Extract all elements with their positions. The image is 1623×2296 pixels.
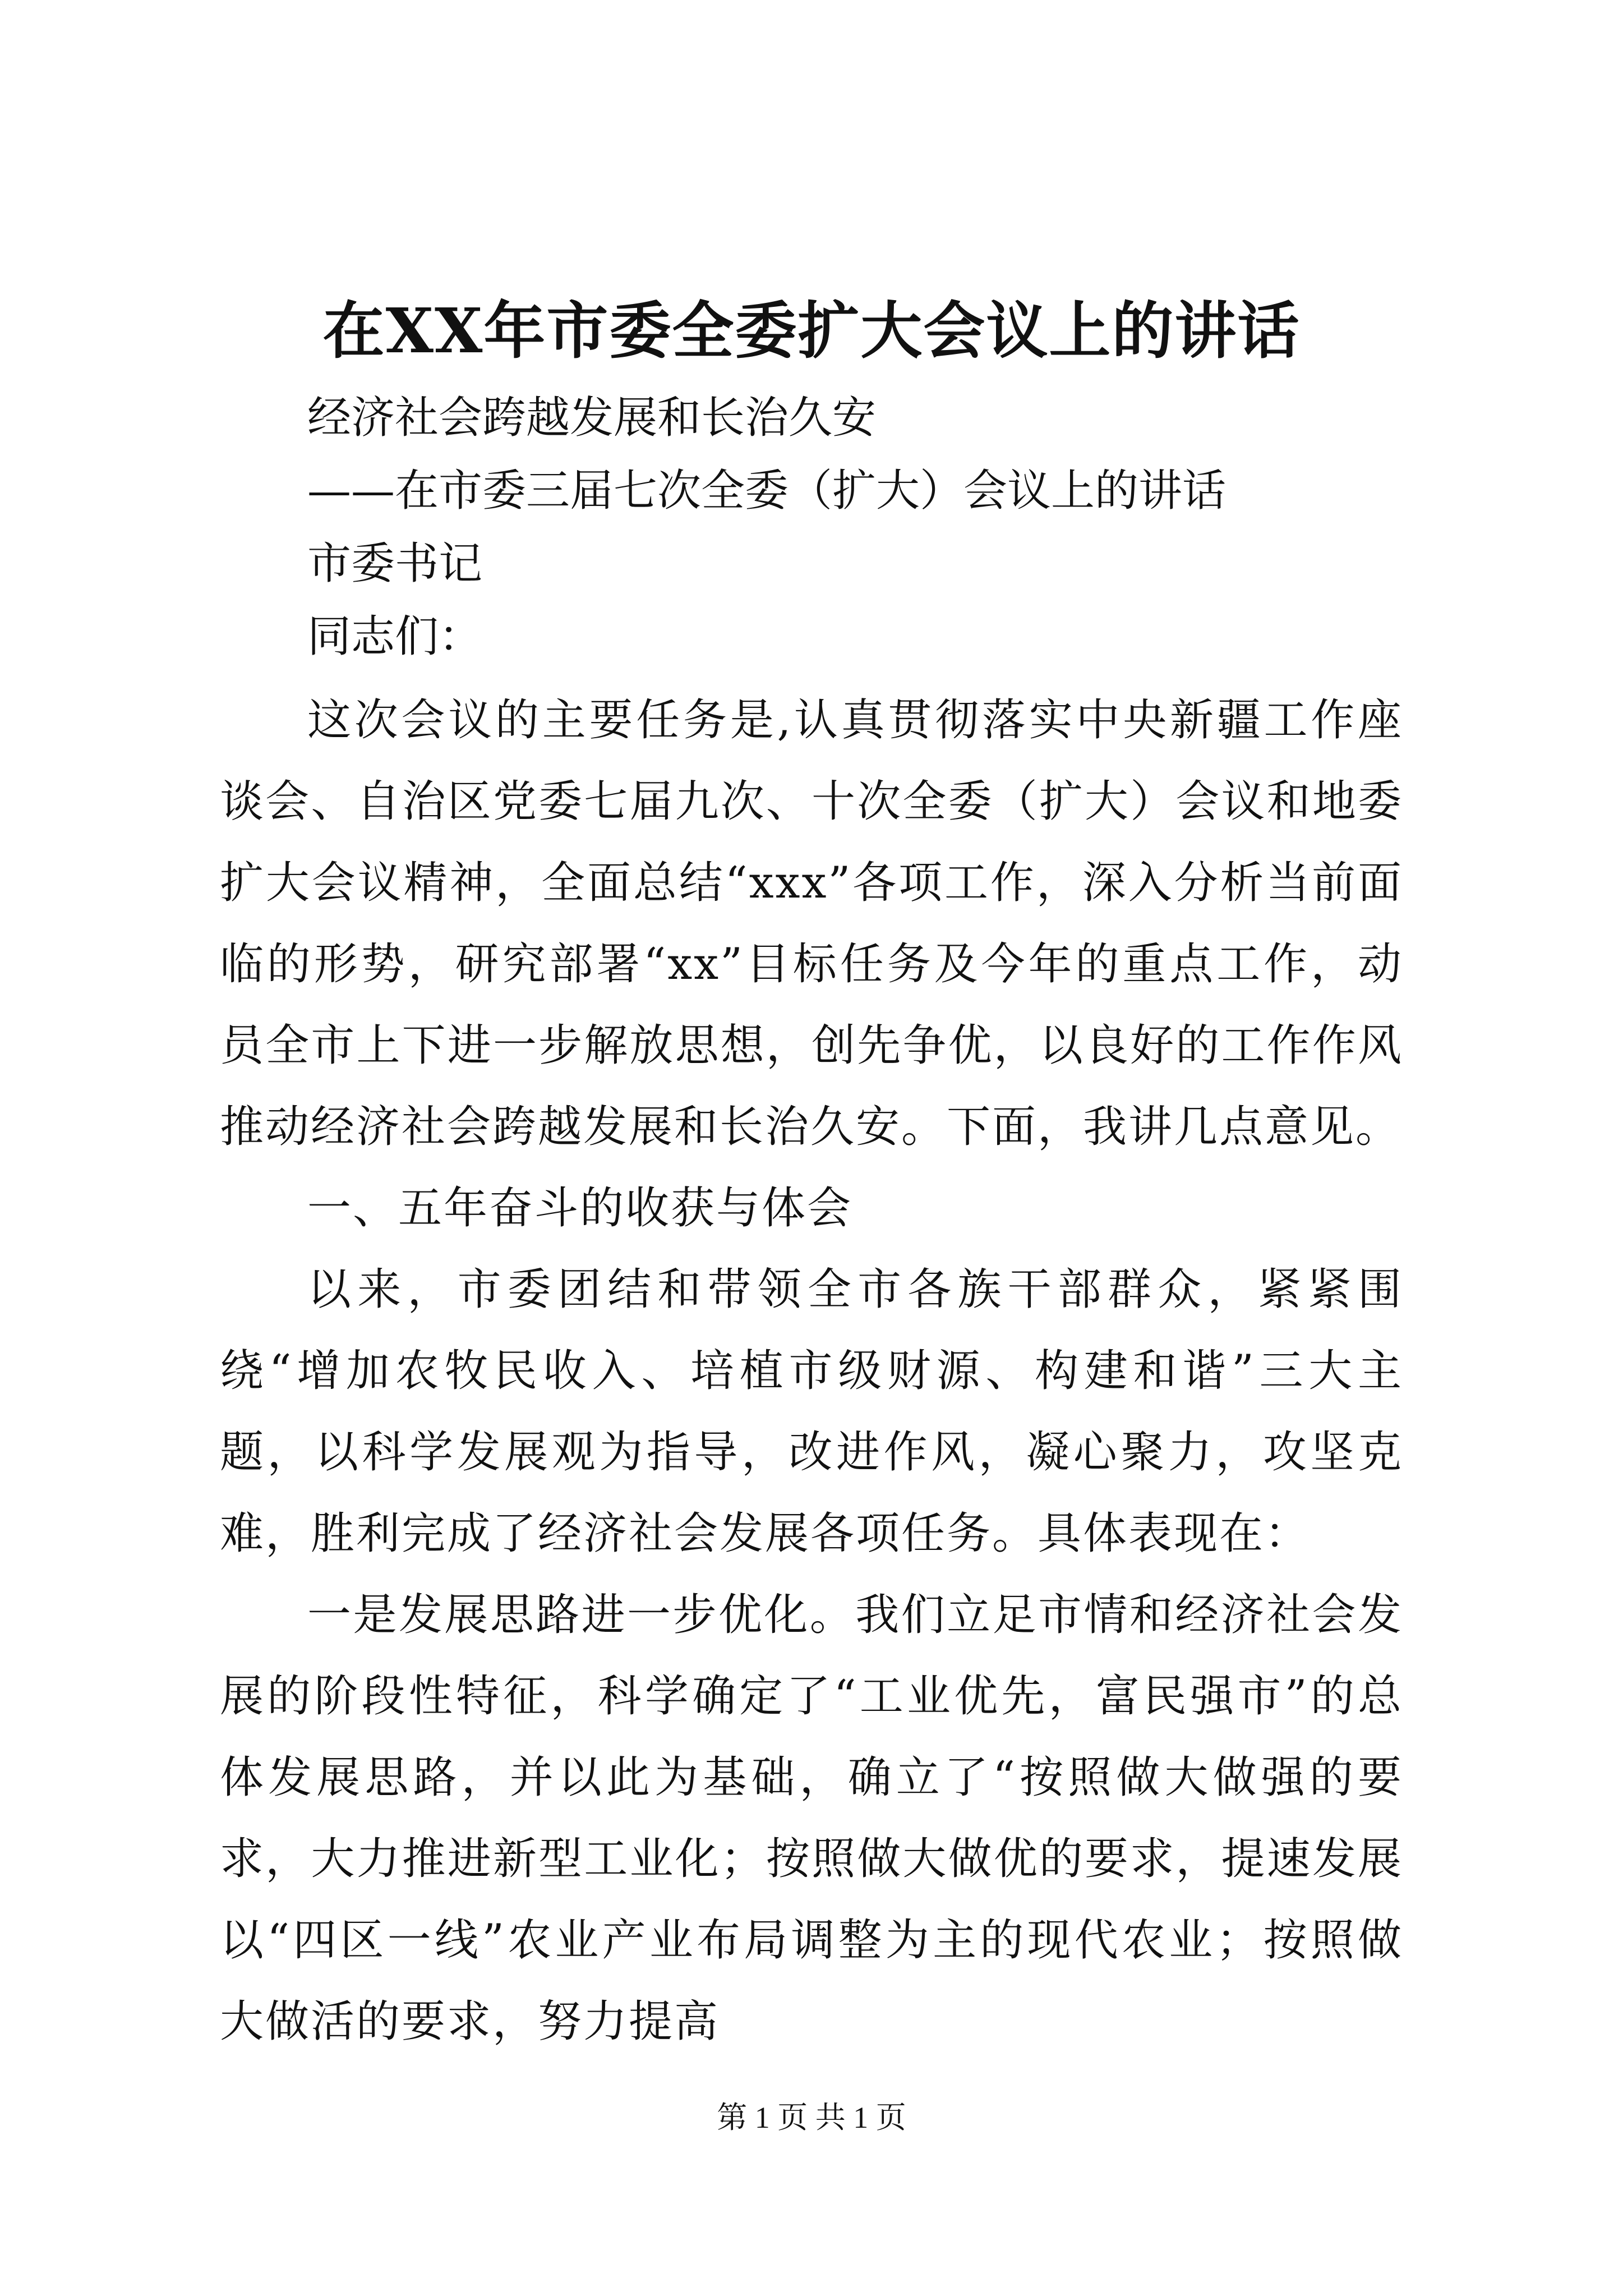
document-title: 在XX年市委全委扩大会议上的讲话 <box>322 295 1301 367</box>
page-number: 第 1 页 共 1 页 <box>717 2101 906 2134</box>
subheading: ——在市委三届七次全委（扩大）会议上的讲话 <box>307 466 1227 516</box>
paragraph-intro: 这次会议的主要任务是,认真贯彻落实中央新疆工作座谈会、自治区党委七届九次、十次全委（扩大）会议和地委扩大会议精神，全面总结“xxx”各项工作，深入分析当前面临的形势，研究部署“xx”目标任务及今年的重点工作，动员全市上下进一步解放思想，创先争优，以良好的工作作风推动经济社会跨越发展和长治久安。下面，我讲几点意见。 <box>220 695 1403 1152</box>
document-body <box>220 381 1403 2063</box>
section-heading: 一、五年奋斗的收获与体会 <box>307 1183 853 1234</box>
subtitle: 经济社会跨越发展和长治久安 <box>307 393 877 443</box>
salutation: 同志们： <box>307 611 483 662</box>
paragraph-summary: 以来，市委团结和带领全市各族干部群众，紧紧围绕“增加农牧民收入、培植市级财源、构建和谐”三大主题，以科学发展观为指导，改进作风，凝心聚力，攻坚克难，胜利完成了经济社会发展各项任务。具体表现在： <box>220 1264 1403 1559</box>
speaker: 市委书记 <box>307 539 483 589</box>
paragraph-point-one: 一是发展思路进一步优化。我们立足市情和经济社会发展的阶段性特征，科学确定了“工业优先，富民强市”的总体发展思路，并以此为基础，确立了“按照做大做强的要求，大力推进新型工业化；按照做大做优的要求，提速发展以“四区一线”农业产业布局调整为主的现代农业；按照做大做活的要求，努力提高 <box>220 1590 1403 2047</box>
